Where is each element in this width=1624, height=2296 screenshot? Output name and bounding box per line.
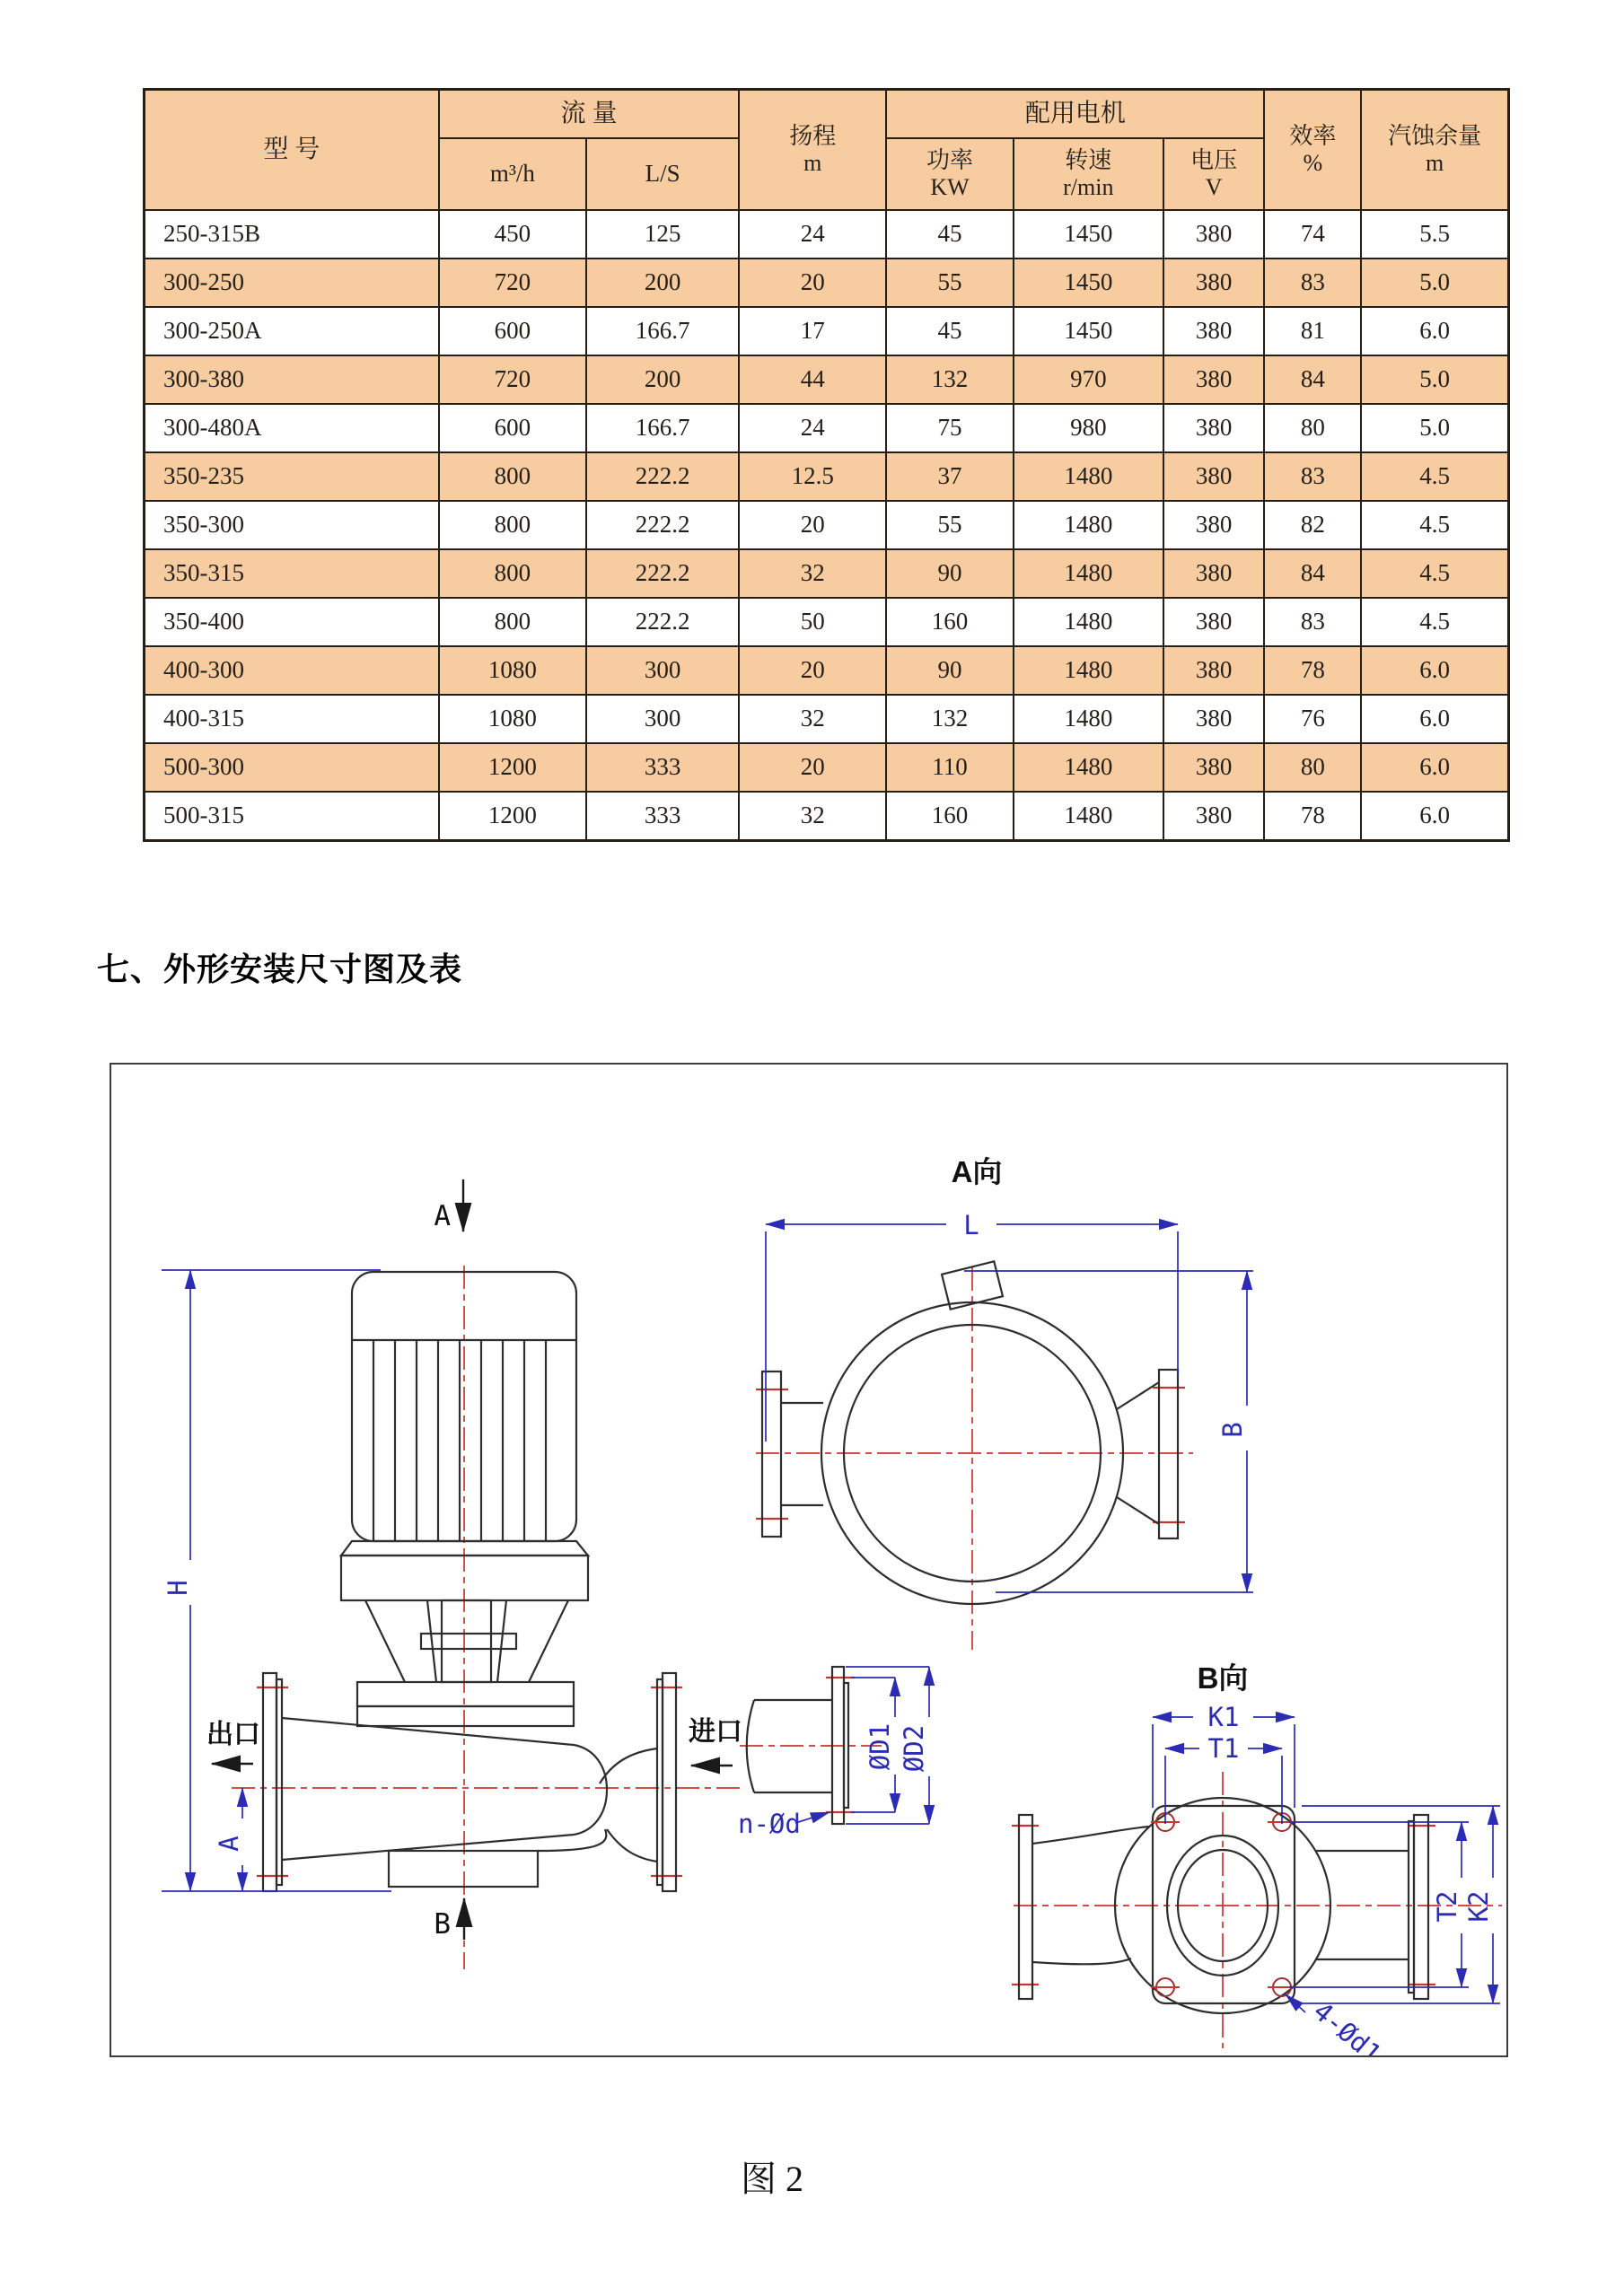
view-b-right-flange	[1414, 1815, 1428, 1999]
cell-flow-ls: 333	[586, 743, 739, 792]
cell-power: 160	[886, 792, 1013, 841]
discharge-cone-top	[282, 1718, 574, 1745]
suction-curve-top	[600, 1748, 657, 1783]
dim-h-label: H	[162, 1580, 193, 1596]
cell-model: 400-315	[145, 695, 439, 743]
table-row	[145, 549, 1509, 598]
cell-efficiency: 78	[1264, 792, 1361, 841]
cell-flow-m3h: 1200	[439, 792, 586, 841]
cell-voltage: 380	[1163, 646, 1264, 695]
pump-spec-table	[143, 88, 1510, 842]
table-header	[145, 90, 1509, 211]
cell-voltage: 380	[1163, 792, 1264, 841]
cell-model: 350-400	[145, 598, 439, 646]
cell-speed: 1480	[1014, 743, 1163, 792]
cell-flow-m3h: 600	[439, 307, 586, 355]
cell-voltage: 380	[1163, 549, 1264, 598]
cell-flow-ls: 333	[586, 792, 739, 841]
dim-k1-label: K1	[1207, 1702, 1240, 1732]
inlet-flange	[663, 1673, 676, 1891]
cell-voltage: 380	[1163, 501, 1264, 549]
support-struts	[365, 1600, 568, 1682]
pump-cover-plate	[357, 1682, 574, 1706]
cell-power: 90	[886, 646, 1013, 695]
view-b-right-flange-face	[1409, 1821, 1414, 1993]
cell-head: 20	[739, 501, 886, 549]
cell-npsh: 5.0	[1361, 355, 1508, 404]
cell-efficiency: 81	[1264, 307, 1361, 355]
cell-flow-ls: 222.2	[586, 549, 739, 598]
cell-speed: 1450	[1014, 259, 1163, 307]
dim-a-label: A	[214, 1836, 244, 1852]
view-a-dimensions	[766, 1224, 1253, 1592]
table-row	[145, 355, 1509, 404]
cell-efficiency: 84	[1264, 355, 1361, 404]
cell-voltage: 380	[1163, 307, 1264, 355]
cell-flow-m3h: 720	[439, 355, 586, 404]
table-row	[145, 501, 1509, 549]
cell-head: 24	[739, 210, 886, 259]
cell-flow-m3h: 720	[439, 259, 586, 307]
cell-flow-m3h: 800	[439, 452, 586, 501]
cell-speed: 1450	[1014, 307, 1163, 355]
col-header-flow-m3h: m³/h	[439, 138, 586, 210]
view-b-label: B向	[1197, 1661, 1249, 1695]
cell-npsh: 6.0	[1361, 307, 1508, 355]
dim-l-label: L	[963, 1210, 979, 1240]
cell-flow-ls: 125	[586, 210, 739, 259]
cell-model: 400-300	[145, 646, 439, 695]
dim-k2-label: K2	[1463, 1890, 1494, 1923]
cell-head: 17	[739, 307, 886, 355]
efficiency-unit: %	[1303, 150, 1323, 176]
cell-head: 32	[739, 549, 886, 598]
cell-power: 45	[886, 307, 1013, 355]
cell-voltage: 380	[1163, 695, 1264, 743]
cell-efficiency: 76	[1264, 695, 1361, 743]
cell-voltage: 380	[1163, 743, 1264, 792]
cell-head: 32	[739, 695, 886, 743]
discharge-cone-bottom	[282, 1835, 574, 1860]
cell-npsh: 5.0	[1361, 259, 1508, 307]
dim-4d1-label: 4-Ød1	[1307, 1995, 1388, 2055]
cell-flow-m3h: 450	[439, 210, 586, 259]
col-header-flow: 流 量	[439, 90, 739, 139]
volute-nose	[574, 1745, 607, 1835]
cell-npsh: 4.5	[1361, 549, 1508, 598]
shaft-column	[442, 1600, 491, 1682]
col-header-model: 型 号	[145, 90, 439, 211]
cell-model: 350-300	[145, 501, 439, 549]
col-header-speed	[1014, 138, 1163, 210]
outlet-flange	[263, 1673, 277, 1891]
cell-voltage: 380	[1163, 598, 1264, 646]
cell-npsh: 4.5	[1361, 452, 1508, 501]
flange-raised-face	[844, 1683, 848, 1808]
cell-speed: 1480	[1014, 598, 1163, 646]
cell-flow-ls: 222.2	[586, 598, 739, 646]
table-row	[145, 646, 1509, 695]
cell-voltage: 380	[1163, 210, 1264, 259]
cell-power: 45	[886, 210, 1013, 259]
cell-power: 75	[886, 404, 1013, 452]
cell-power: 37	[886, 452, 1013, 501]
cell-voltage: 380	[1163, 355, 1264, 404]
pump-foot	[389, 1851, 538, 1887]
table-body	[145, 210, 1509, 841]
cell-flow-ls: 166.7	[586, 404, 739, 452]
section-heading: 七、外形安装尺寸图及表	[97, 951, 463, 987]
cell-head: 20	[739, 743, 886, 792]
cell-head: 24	[739, 404, 886, 452]
cell-model: 300-480A	[145, 404, 439, 452]
col-header-npsh	[1361, 90, 1508, 211]
cell-flow-m3h: 1200	[439, 743, 586, 792]
cell-npsh: 5.5	[1361, 210, 1508, 259]
cell-model: 350-315	[145, 549, 439, 598]
view-b-left-pipe-top	[1032, 1827, 1150, 1844]
section-label-a: A	[434, 1200, 451, 1232]
cell-flow-m3h: 600	[439, 404, 586, 452]
pump-dimension-drawing	[111, 1065, 1506, 2055]
cell-flow-ls: 200	[586, 355, 739, 404]
cell-flow-ls: 222.2	[586, 501, 739, 549]
volute-underside	[538, 1829, 606, 1851]
cell-voltage: 380	[1163, 404, 1264, 452]
cell-power: 132	[886, 355, 1013, 404]
cell-flow-m3h: 800	[439, 598, 586, 646]
section-label-b: B	[434, 1908, 451, 1941]
cell-speed: 970	[1014, 355, 1163, 404]
table-row	[145, 404, 1509, 452]
cell-flow-m3h: 800	[439, 501, 586, 549]
cell-npsh: 4.5	[1361, 598, 1508, 646]
cell-model: 300-250A	[145, 307, 439, 355]
cell-power: 55	[886, 259, 1013, 307]
table-row	[145, 259, 1509, 307]
cell-head: 12.5	[739, 452, 886, 501]
dim-d1-label: ØD1	[865, 1722, 895, 1771]
view-a-right-flange	[1159, 1370, 1178, 1538]
inlet-label: 进口	[689, 1717, 742, 1747]
table-row	[145, 307, 1509, 355]
cell-power: 90	[886, 549, 1013, 598]
speed-unit: r/min	[1063, 174, 1114, 200]
dim-nd-label: n-Ød	[738, 1809, 801, 1839]
cell-efficiency: 83	[1264, 598, 1361, 646]
cell-flow-m3h: 1080	[439, 695, 586, 743]
head-label: 扬程	[789, 123, 837, 150]
dim-t1-label: T1	[1207, 1733, 1240, 1764]
dim-t2-label: T2	[1432, 1890, 1462, 1923]
cell-model: 500-315	[145, 792, 439, 841]
table-row	[145, 598, 1509, 646]
dim-b-label: B	[1217, 1422, 1248, 1438]
voltage-unit: V	[1205, 174, 1223, 200]
view-a-left-pipe	[781, 1403, 823, 1505]
col-header-motor: 配用电机	[886, 90, 1264, 139]
speed-label: 转速	[1065, 147, 1112, 174]
cell-model: 250-315B	[145, 210, 439, 259]
cell-npsh: 4.5	[1361, 501, 1508, 549]
table-row	[145, 792, 1509, 841]
cell-model: 350-235	[145, 452, 439, 501]
cell-head: 32	[739, 792, 886, 841]
cell-speed: 980	[1014, 404, 1163, 452]
cell-npsh: 5.0	[1361, 404, 1508, 452]
cell-flow-m3h: 1080	[439, 646, 586, 695]
cell-power: 55	[886, 501, 1013, 549]
view-a-drawing	[762, 1261, 1178, 1604]
cell-flow-ls: 300	[586, 646, 739, 695]
cell-speed: 1480	[1014, 792, 1163, 841]
npsh-unit: m	[1426, 150, 1444, 176]
head-unit: m	[803, 150, 822, 176]
cell-efficiency: 80	[1264, 743, 1361, 792]
table-row	[145, 210, 1509, 259]
view-b-dimensions	[1153, 1717, 1500, 2012]
table-row	[145, 695, 1509, 743]
cell-model: 300-250	[145, 259, 439, 307]
cell-flow-ls: 222.2	[586, 452, 739, 501]
cell-npsh: 6.0	[1361, 743, 1508, 792]
suction-curve-bottom	[607, 1829, 657, 1862]
side-view-pump	[263, 1272, 676, 1891]
centerlines	[232, 1266, 1502, 2048]
voltage-label: 电压	[1190, 147, 1238, 174]
cell-npsh: 6.0	[1361, 792, 1508, 841]
motor-fins	[373, 1340, 546, 1541]
base-bolt-holes	[1151, 1813, 1296, 1996]
cell-speed: 1480	[1014, 549, 1163, 598]
cell-head: 50	[739, 598, 886, 646]
outlet-flange-face	[277, 1679, 282, 1885]
cell-flow-ls: 300	[586, 695, 739, 743]
cell-flow-ls: 166.7	[586, 307, 739, 355]
view-b-left-pipe-bottom	[1032, 1959, 1131, 1964]
cell-efficiency: 84	[1264, 549, 1361, 598]
pump-cover-band	[357, 1706, 574, 1726]
cell-efficiency: 83	[1264, 452, 1361, 501]
cell-efficiency: 82	[1264, 501, 1361, 549]
cell-flow-ls: 200	[586, 259, 739, 307]
cell-head: 44	[739, 355, 886, 404]
cell-power: 160	[886, 598, 1013, 646]
cell-model: 300-380	[145, 355, 439, 404]
cell-power: 132	[886, 695, 1013, 743]
table-row	[145, 743, 1509, 792]
cell-efficiency: 78	[1264, 646, 1361, 695]
cell-model: 500-300	[145, 743, 439, 792]
col-header-efficiency	[1264, 90, 1361, 211]
cell-npsh: 6.0	[1361, 695, 1508, 743]
cell-head: 20	[739, 259, 886, 307]
cell-efficiency: 74	[1264, 210, 1361, 259]
cell-power: 110	[886, 743, 1013, 792]
cell-flow-m3h: 800	[439, 549, 586, 598]
figure-caption: 图 2	[741, 2159, 803, 2199]
col-header-head	[739, 90, 886, 211]
view-a-label: A向	[951, 1155, 1003, 1188]
cell-voltage: 380	[1163, 259, 1264, 307]
cell-speed: 1480	[1014, 695, 1163, 743]
dim-d2-label: ØD2	[899, 1724, 929, 1773]
cell-speed: 1450	[1014, 210, 1163, 259]
cell-speed: 1480	[1014, 501, 1163, 549]
efficiency-label: 效率	[1289, 123, 1337, 150]
cell-efficiency: 83	[1264, 259, 1361, 307]
outlet-label: 出口	[206, 1720, 260, 1749]
npsh-label: 汽蚀余量	[1388, 123, 1482, 150]
cell-head: 20	[739, 646, 886, 695]
cell-speed: 1480	[1014, 646, 1163, 695]
col-header-flow-ls: L/S	[586, 138, 739, 210]
table-row	[145, 452, 1509, 501]
cell-speed: 1480	[1014, 452, 1163, 501]
col-header-power	[886, 138, 1013, 210]
cell-npsh: 6.0	[1361, 646, 1508, 695]
cell-efficiency: 80	[1264, 404, 1361, 452]
power-label: 功率	[926, 147, 974, 174]
cell-voltage: 380	[1163, 452, 1264, 501]
dimension-drawing-frame	[110, 1063, 1508, 2057]
power-unit: KW	[930, 174, 970, 200]
col-header-voltage	[1163, 138, 1264, 210]
view-b-left-flange	[1019, 1815, 1032, 1999]
inlet-flange-face	[657, 1679, 663, 1885]
